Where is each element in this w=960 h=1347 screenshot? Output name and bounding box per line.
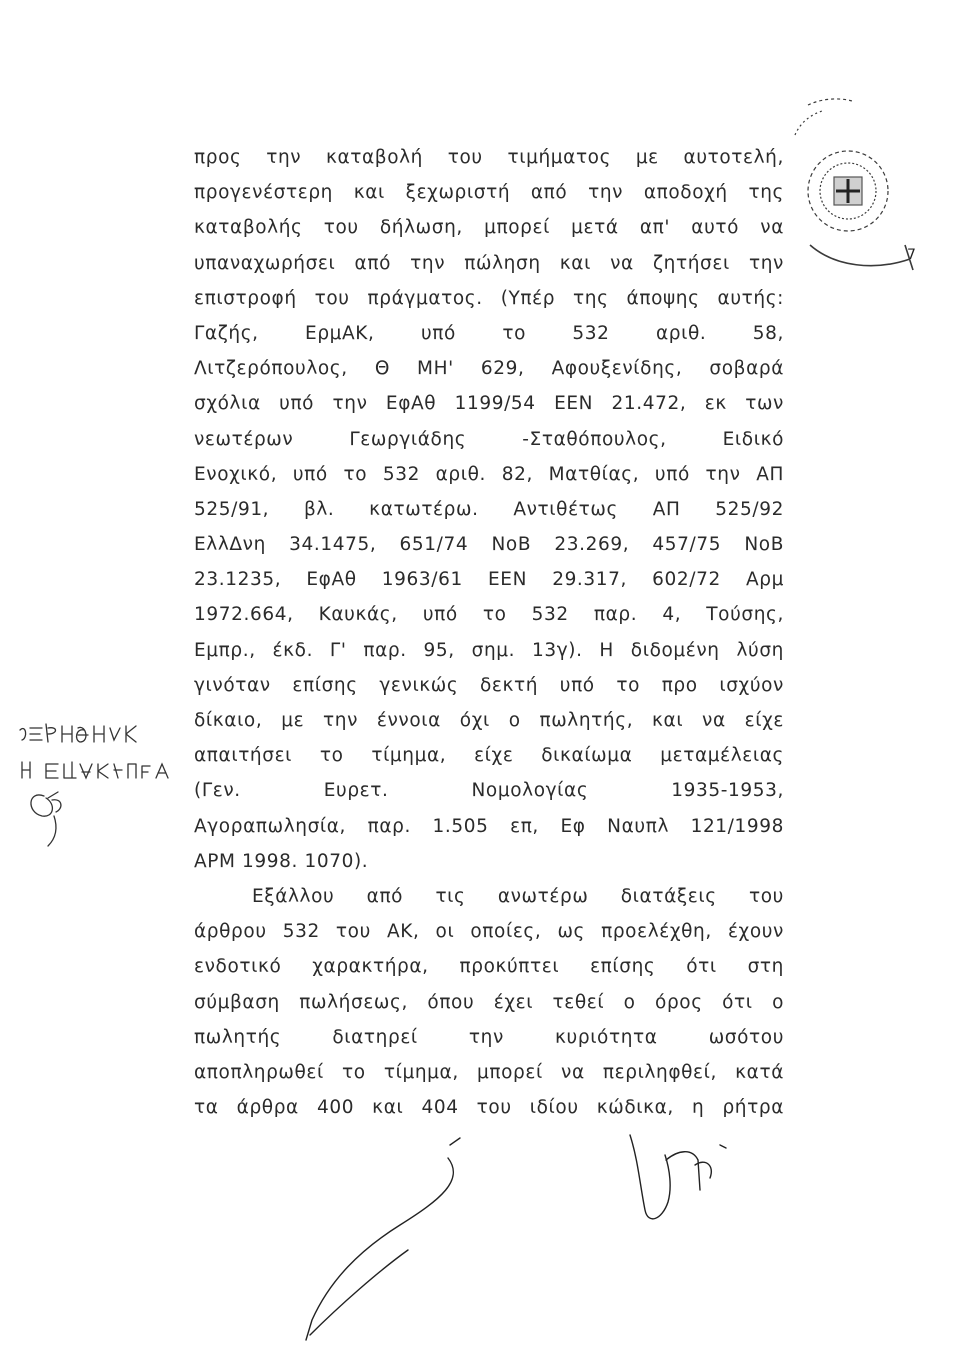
text-line: Αγοραπωλησία, παρ. 1.505 επ, Εφ Ναυπλ 121/1998 bbox=[194, 815, 784, 837]
text-line: αποπληρωθεί το τίμημα, μπορεί να περιληφθεί, κατά bbox=[194, 1061, 784, 1083]
text-line: ΕλλΔνη 34.1475, 651/74 ΝοΒ 23.269, 457/75 ΝοΒ bbox=[194, 534, 784, 556]
text-line: απαιτήσει το τίμημα, είχε δικαίωμα μεταμέλειας bbox=[194, 745, 784, 767]
text-line: 525/91, βλ. κατωτέρω. Αντιθέτως ΑΠ 525/92 bbox=[194, 498, 784, 520]
text-line: ΑΡΜ 1998. 1070). bbox=[194, 850, 369, 872]
text-line: νεωτέρων Γεωργιάδης -Σταθόπουλος, Ειδικό bbox=[194, 428, 784, 450]
text-line: προγενέστερη και ξεχωριστή από την αποδοχή της bbox=[194, 182, 784, 204]
page-number: 7 bbox=[907, 247, 916, 263]
text-line: προς την καταβολή του τιμήματος με αυτοτελή, bbox=[194, 147, 784, 168]
document-body bbox=[194, 140, 784, 1125]
text-line: δίκαιο, με την έννοια όχι ο πωλητής, και να είχε bbox=[194, 710, 784, 731]
text-line: ενδοτικό χαρακτήρα, προκύπτει επίσης ότι στη bbox=[194, 956, 784, 978]
text-line: 23.1235, ΕφΑθ 1963/61 ΕΕΝ 29.317, 602/72 Αρμ bbox=[194, 569, 784, 591]
text-line: σύμβαση πωλήσεως, όπου έχει τεθεί ο όρος ότι ο bbox=[194, 991, 784, 1013]
handwritten-signature bbox=[300, 1130, 750, 1345]
text-line: άρθρου 532 του ΑΚ, οι οποίες, ως προελέχθη, έχουν bbox=[194, 921, 784, 943]
text-line: υπαναχωρήσει από την πώληση και να ζητήσει την bbox=[194, 252, 784, 274]
text-line: τα άρθρα 400 και 404 του ιδίου κώδικα, η ρήτρα bbox=[194, 1097, 784, 1119]
text-line: 1972.664, Καυκάς, υπό το 532 παρ. 4, Τούσης, bbox=[194, 604, 784, 626]
text-line: Γαζής, ΕρμΑΚ, υπό το 532 αριθ. 58, bbox=[194, 322, 784, 344]
official-stamp-icon bbox=[780, 95, 940, 275]
text-line: καταβολής του δήλωση, μπορεί μετά απ' αυτό να bbox=[194, 217, 784, 239]
paragraph-start-line: Εξάλλου από τις ανωτέρω διατάξεις του bbox=[252, 885, 784, 907]
text-line: Ενοχικό, υπό το 532 αριθ. 82, Ματθίας, υπό την ΑΠ bbox=[194, 463, 784, 485]
text-line: επιστροφή του πράγματος. (Υπέρ της άποψης αυτής: bbox=[194, 287, 784, 309]
text-line: Εμπρ., έκδ. Γ' παρ. 95, σημ. 13γ). Η διδομένη λύση bbox=[194, 639, 784, 661]
text-line: σχόλια υπό την ΕφΑθ 1199/54 ΕΕΝ 21.472, εκ των bbox=[194, 393, 784, 415]
text-line: γινόταν επίσης γενικώς δεκτή υπό το προ ισχύον bbox=[194, 674, 784, 696]
text-line: Λιτζερόπουλος, Θ ΜΗ' 629, Αφουξενίδης, σοβαρά bbox=[194, 358, 784, 380]
handwritten-margin-note bbox=[18, 720, 188, 850]
text-line: (Γεν. Ευρετ. Νομολογίας 1935-1953, bbox=[194, 780, 784, 802]
text-line: πωλητής διατηρεί την κυριότητα ωσότου bbox=[194, 1026, 784, 1048]
